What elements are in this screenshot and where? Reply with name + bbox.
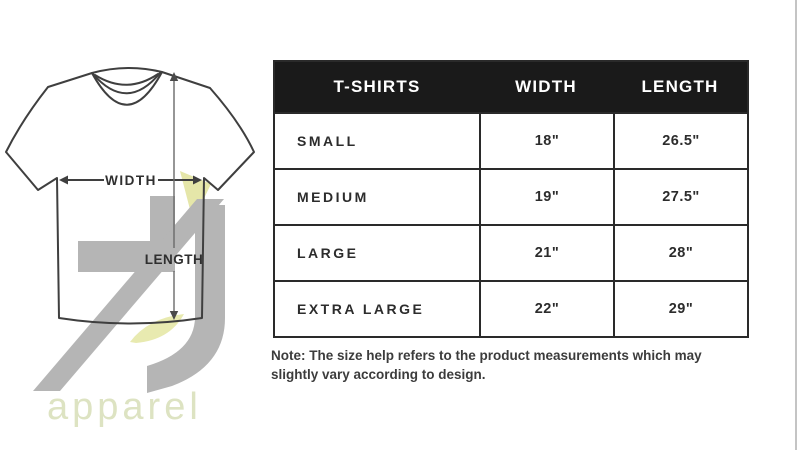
zj-monogram-logo (33, 171, 225, 393)
tshirt-diagram-svg (0, 0, 280, 450)
header-tshirts: T-SHIRTS (333, 77, 421, 96)
header-width: WIDTH (515, 77, 577, 96)
width-value: 21" (479, 226, 613, 280)
size-label: LARGE (297, 245, 359, 261)
brand-wordmark: apparel (47, 386, 202, 428)
length-value: 28" (613, 226, 747, 280)
length-value: 26.5" (613, 114, 747, 168)
width-value: 18" (479, 114, 613, 168)
width-measure-arrow (59, 173, 202, 188)
collar-inner-curve (95, 74, 158, 85)
size-note (271, 346, 771, 384)
header-length: LENGTH (641, 77, 719, 96)
table-row-large (275, 224, 747, 280)
size-note-line2: slightly vary according to design. (271, 367, 486, 382)
size-chart-table (273, 60, 749, 338)
right-edge-divider (795, 0, 797, 450)
table-row-small (275, 112, 747, 168)
table-row-extra-large (275, 280, 747, 336)
width-label: WIDTH (105, 173, 157, 188)
size-label: MEDIUM (297, 189, 369, 205)
arrowhead-left (59, 176, 68, 185)
size-note-line1: Note: The size help refers to the product measurements which may (271, 348, 702, 363)
table-header-row (275, 62, 747, 112)
length-value: 27.5" (613, 170, 747, 224)
tshirt-measurement-diagram (0, 0, 280, 450)
size-label: SMALL (297, 133, 358, 149)
table-row-medium (275, 168, 747, 224)
width-value: 19" (479, 170, 613, 224)
logo-accent-leaf (130, 314, 184, 343)
length-value: 29" (613, 282, 747, 336)
width-value: 22" (479, 282, 613, 336)
size-label: EXTRA LARGE (297, 301, 425, 317)
length-label: LENGTH (144, 252, 204, 267)
